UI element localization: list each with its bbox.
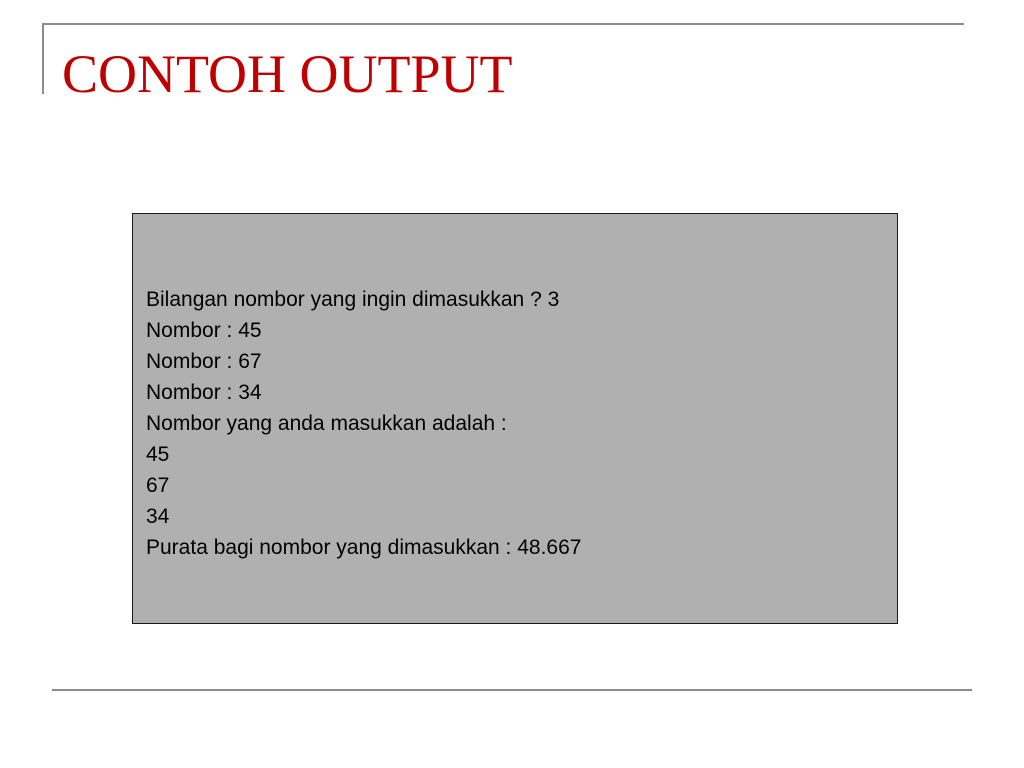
console-line: 45 [146,443,170,466]
console-line: 67 [146,474,170,497]
console-line: Nombor : 45 [146,319,262,342]
console-line: Nombor yang anda masukkan adalah : [146,412,507,435]
slide-title: CONTOH OUTPUT [62,44,513,104]
frame-left-line [42,23,44,94]
bottom-divider [52,689,972,691]
console-output-box [132,213,898,624]
console-line: 34 [146,505,170,528]
frame-top-line [42,23,964,25]
console-line: Purata bagi nombor yang dimasukkan : 48.667 [146,536,582,559]
console-lines [146,284,581,563]
console-line: Nombor : 67 [146,350,262,373]
console-line: Bilangan nombor yang ingin dimasukkan ? 3 [146,288,560,311]
console-line: Nombor : 34 [146,381,262,404]
